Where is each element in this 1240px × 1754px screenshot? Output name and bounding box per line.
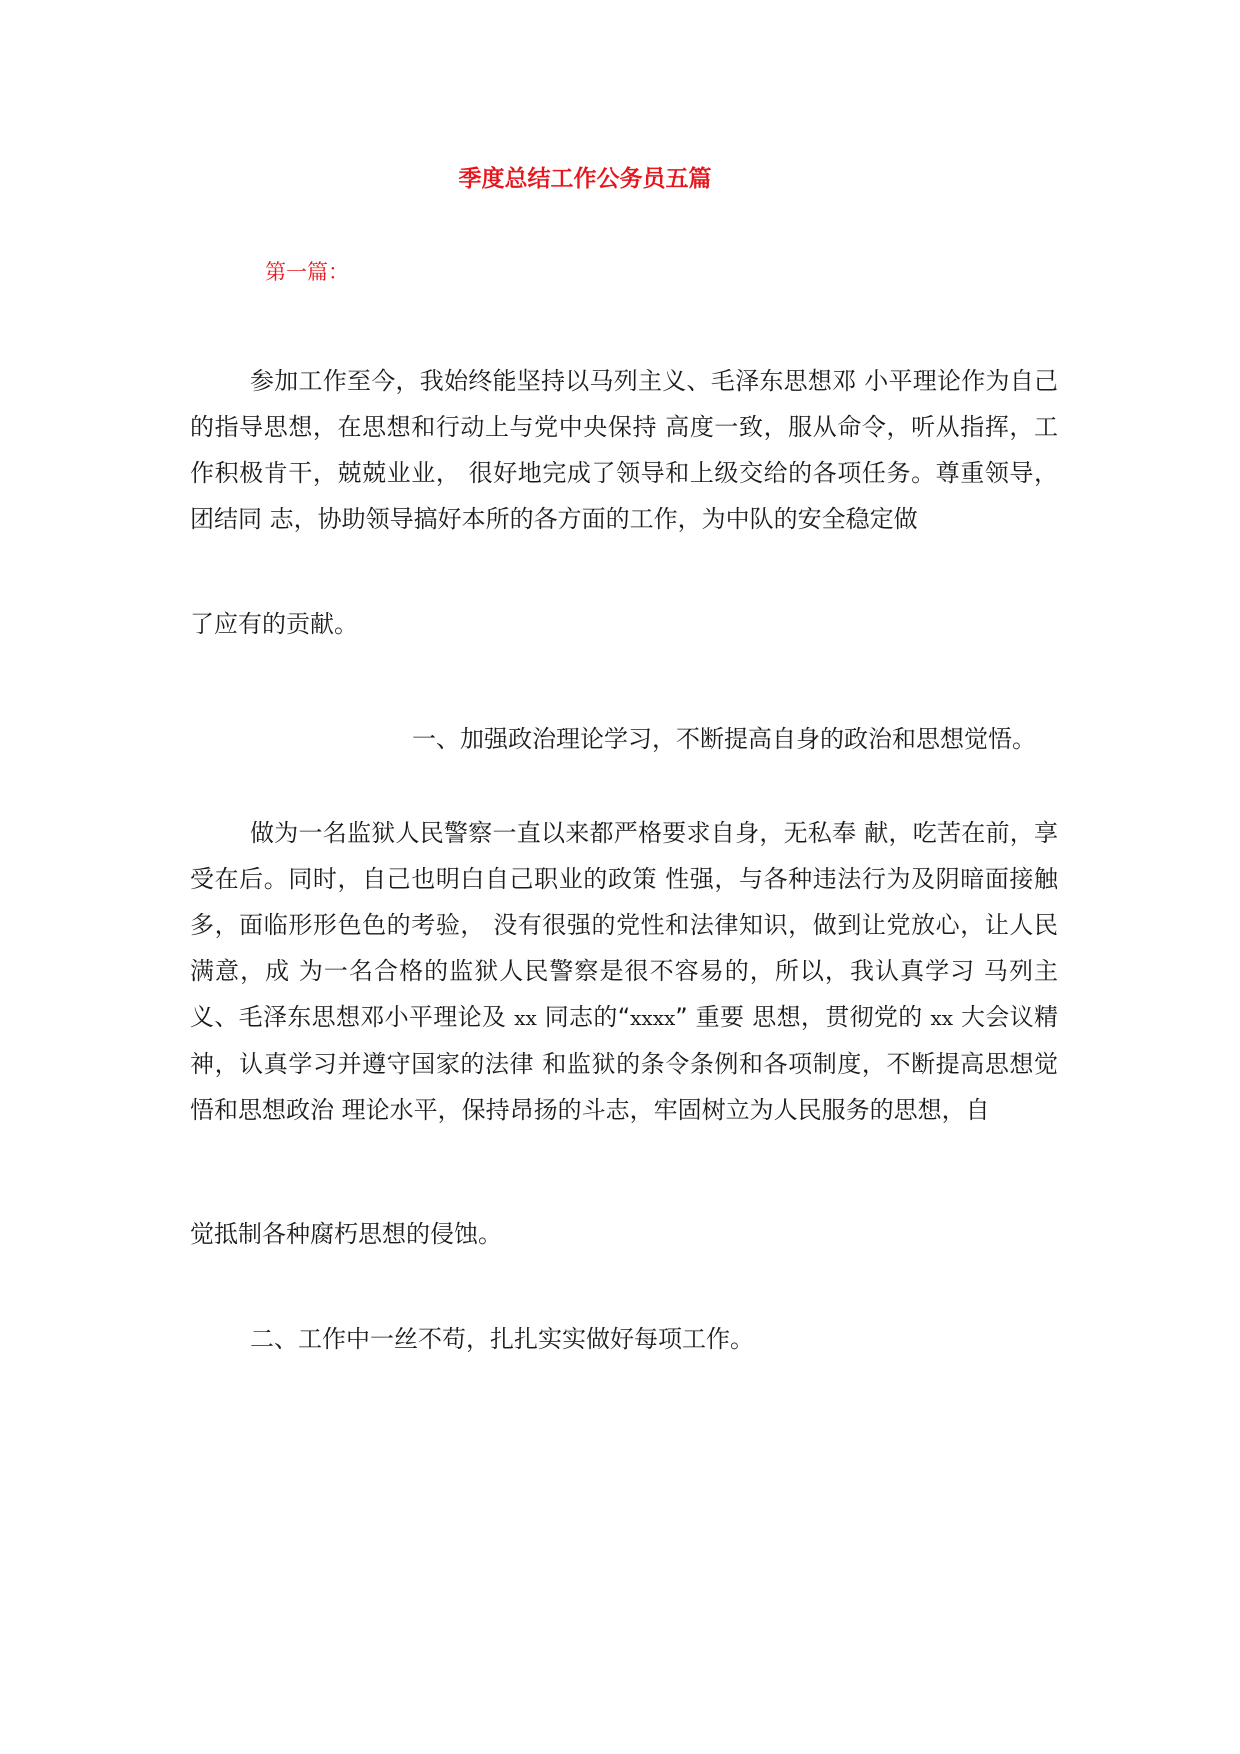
heading-1: 一、加强政治理论学习，不断提高自身的政治和思想觉悟。 <box>412 725 1036 753</box>
heading-2: 二、工作中一丝不苟，扎扎实实做好每项工作。 <box>250 1325 754 1353</box>
paragraph-2 <box>190 810 1058 1133</box>
paragraph-2-text-b: 同志的“ <box>536 1003 631 1031</box>
paragraph-1: 参加工作至今，我始终能坚持以马列主义、毛泽东思想邓 小平理论作为自己的指导思想，在思想和行动上与党中央保持 高度一致，服从命令，听从指挥，工作积极肯干，兢兢业业， 很好地完成了领导和上级交给的各项任务。尊重领导，团结同 志，协助领导搞好本所的各方面的工作，为中队的安全稳定做 <box>190 367 1058 533</box>
paragraph-2-text-c: ” 重要 思想，贯彻党的 <box>675 1003 931 1031</box>
document-title: 季度总结工作公务员五篇 <box>458 166 712 192</box>
paragraph-2-text-d: 大会议精神，认真学习并遵守国家的法律 和监狱的条令条例和各项制度，不断提高思想觉悟和思想政治 理论水平，保持昂扬的斗志，牢固树立为人民服务的思想，自 <box>190 1003 1058 1124</box>
paragraph-2-tail: 觉抵制各种腐朽思想的侵蚀。 <box>190 1220 502 1248</box>
paragraph-2-xx-1: xx <box>514 1006 537 1030</box>
paragraph-2-xx-2: xx <box>930 1006 954 1030</box>
paragraph-2-xxxx: xxxx <box>630 1006 676 1030</box>
paragraph-1-tail: 了应有的贡献。 <box>190 610 358 638</box>
paragraph-2-text-a: 做为一名监狱人民警察一直以来都严格要求自身，无私奉 献，吃苦在前，享受在后。同时，自己也明白自己职业的政策 性强，与各种违法行为及阴暗面接触多，面临形形色色的考验， 没有很强的党性和法律知识，做到让党放心，让人民满意，成 为一名合格的监狱人民警察是很不容易的，所以，我认真学习 马列主义、毛泽东思想邓小平理论及 <box>190 819 1058 1031</box>
section-label: 第一篇： <box>265 260 349 284</box>
